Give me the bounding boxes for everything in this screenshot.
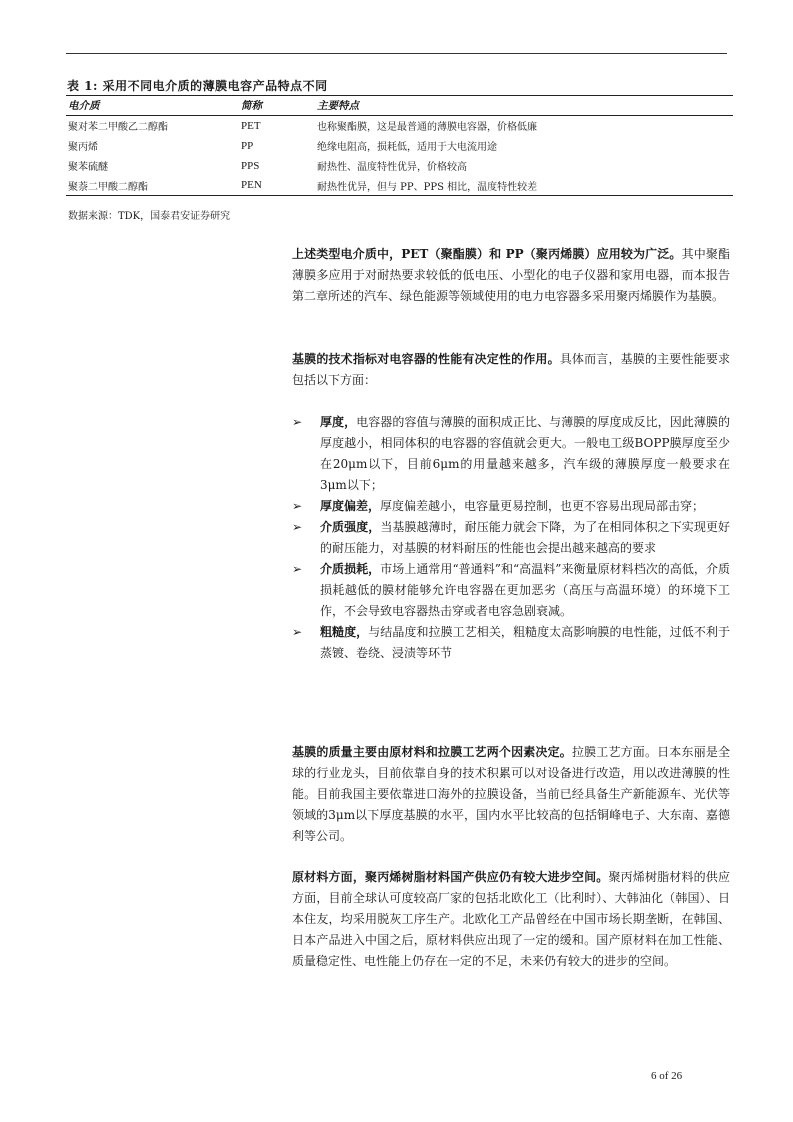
- paragraph-lead: 基膜的质量主要由原材料和拉膜工艺两个因素决定。: [292, 745, 572, 759]
- cell-feature: 也称聚酯膜，这是最普通的薄膜电容器，价格低廉: [317, 122, 537, 134]
- paragraph-lead: 基膜的技术指标对电容器的性能有决定性的作用。: [292, 352, 560, 366]
- requirements-list: [292, 412, 730, 664]
- table-header-row: [66, 96, 733, 116]
- arrow-bullet-icon: ➢: [292, 499, 303, 513]
- cell-abbr: PEN: [241, 179, 262, 192]
- paragraph-raw-materials: [292, 867, 730, 972]
- cell-feature: 绝缘电阻高，损耗低，适用于大电流用途: [317, 142, 497, 153]
- table-row: [66, 116, 733, 136]
- header-rule: [66, 53, 727, 54]
- paragraph-text: 其中聚酯薄膜多应用于对耐热要求较低的低电压、小型化的电子仪器和家用电器，而本报告第二章所述的汽车、绿色能源等领域使用的电力电容器多采用聚丙烯膜作为基膜。: [292, 247, 730, 303]
- arrow-bullet-icon: ➢: [292, 562, 303, 576]
- header-abbr: 简称: [241, 100, 262, 112]
- table-row: [66, 156, 733, 176]
- page-number: 6 of 26: [651, 1070, 683, 1082]
- paragraph-text: 具体而言，基膜的主要性能要求包括以下方面：: [292, 352, 730, 387]
- list-item: ➢ 厚度偏差，厚度偏差越小，电容量更易控制，也更不容易出现局部击穿；: [292, 496, 730, 517]
- cell-abbr: PP: [241, 139, 254, 152]
- cell-dielectric: 聚萘二甲酸二醇酯: [68, 181, 148, 193]
- cell-abbr: PPS: [241, 159, 260, 172]
- arrow-bullet-icon: ➢: [292, 625, 303, 639]
- arrow-bullet-icon: ➢: [292, 415, 303, 429]
- paragraph-text: 聚丙烯树脂材料的供应方面，目前全球认可度较高厂家的包括北欧化工（比利时）、大韩油化（韩国）、日本住友，均采用脱灰工序生产。北欧化工产品曾经在中国市场长期垄断，在韩国、日本产品进入中国之后，原材料供应出现了一定的缓和。国产原材料在加工性能、质量稳定性、电性能上仍存在一定的不足，未来仍有较大的进步的空间。: [292, 870, 730, 968]
- dielectric-table: [66, 95, 733, 196]
- cell-dielectric: 聚苯硫醚: [68, 162, 108, 173]
- paragraph-film-quality: [292, 742, 730, 847]
- arrow-bullet-icon: ➢: [292, 520, 303, 534]
- table-row: [66, 176, 733, 196]
- cell-dielectric: 聚丙烯: [68, 142, 98, 153]
- table-title: 表 1: 采用不同电介质的薄膜电容产品特点不同: [67, 79, 328, 93]
- list-item: ➢ 粗糙度，与结晶度和拉膜工艺相关，粗糙度太高影响膜的电性能，过低不利于蒸镀、卷绕、浸渍等环节: [292, 622, 730, 664]
- list-item: ➢ 介质损耗，市场上通常用“普通料”和“高温料”来衡量原材料档次的高低，介质损耗越低的膜材能够允许电容器在更加恶劣（高压与高温环境）的环境下工作，不会导致电容器热击穿或者电容急剧衰减。: [292, 559, 730, 622]
- cell-feature: 耐热性优异，但与 PP、PPS 相比，温度特性较差: [317, 181, 538, 193]
- cell-dielectric: 聚对苯二甲酸乙二醇酯: [68, 122, 168, 134]
- table-source: 数据来源：TDK，国泰君安证券研究: [68, 211, 231, 222]
- list-item: ➢ 厚度，电容器的容值与薄膜的面积成正比、与薄膜的厚度成反比，因此薄膜的厚度越小，相同体积的电容器的容值就会更大。一般电工级BOPP膜厚度至少在20μm以下，目前6μm的用量越来越多，汽车级的薄膜厚度一般要求在3μm以下；: [292, 412, 730, 496]
- paragraph-lead: 原材料方面，聚丙烯树脂材料国产供应仍有较大进步空间。: [292, 870, 609, 884]
- paragraph-base-film-metrics: [292, 349, 730, 391]
- header-dielectric: 电介质: [68, 100, 100, 112]
- paragraph-text: 拉膜工艺方面。日本东丽是全球的行业龙头，目前依靠自身的技术积累可以对设备进行改造，用以改进薄膜的性能。目前我国主要依靠进口海外的拉膜设备，当前已经具备生产新能源车、光伏等领域的3μm以下厚度基膜的水平，国内水平比较高的包括铜峰电子、大东南、嘉德利等公司。: [292, 745, 730, 843]
- table-row: [66, 136, 733, 156]
- paragraph-dielectric-usage: [292, 244, 730, 307]
- list-item: ➢ 介质强度，当基膜越薄时，耐压能力就会下降，为了在相同体积之下实现更好的耐压能力，对基膜的材料耐压的性能也会提出越来越高的要求: [292, 517, 730, 559]
- paragraph-lead: 上述类型电介质中，PET（聚酯膜）和 PP（聚丙烯膜）应用较为广泛。: [292, 247, 682, 261]
- header-feature: 主要特点: [317, 100, 359, 112]
- cell-abbr: PET: [241, 119, 261, 132]
- cell-feature: 耐热性、温度特性优异，价格较高: [317, 162, 467, 173]
